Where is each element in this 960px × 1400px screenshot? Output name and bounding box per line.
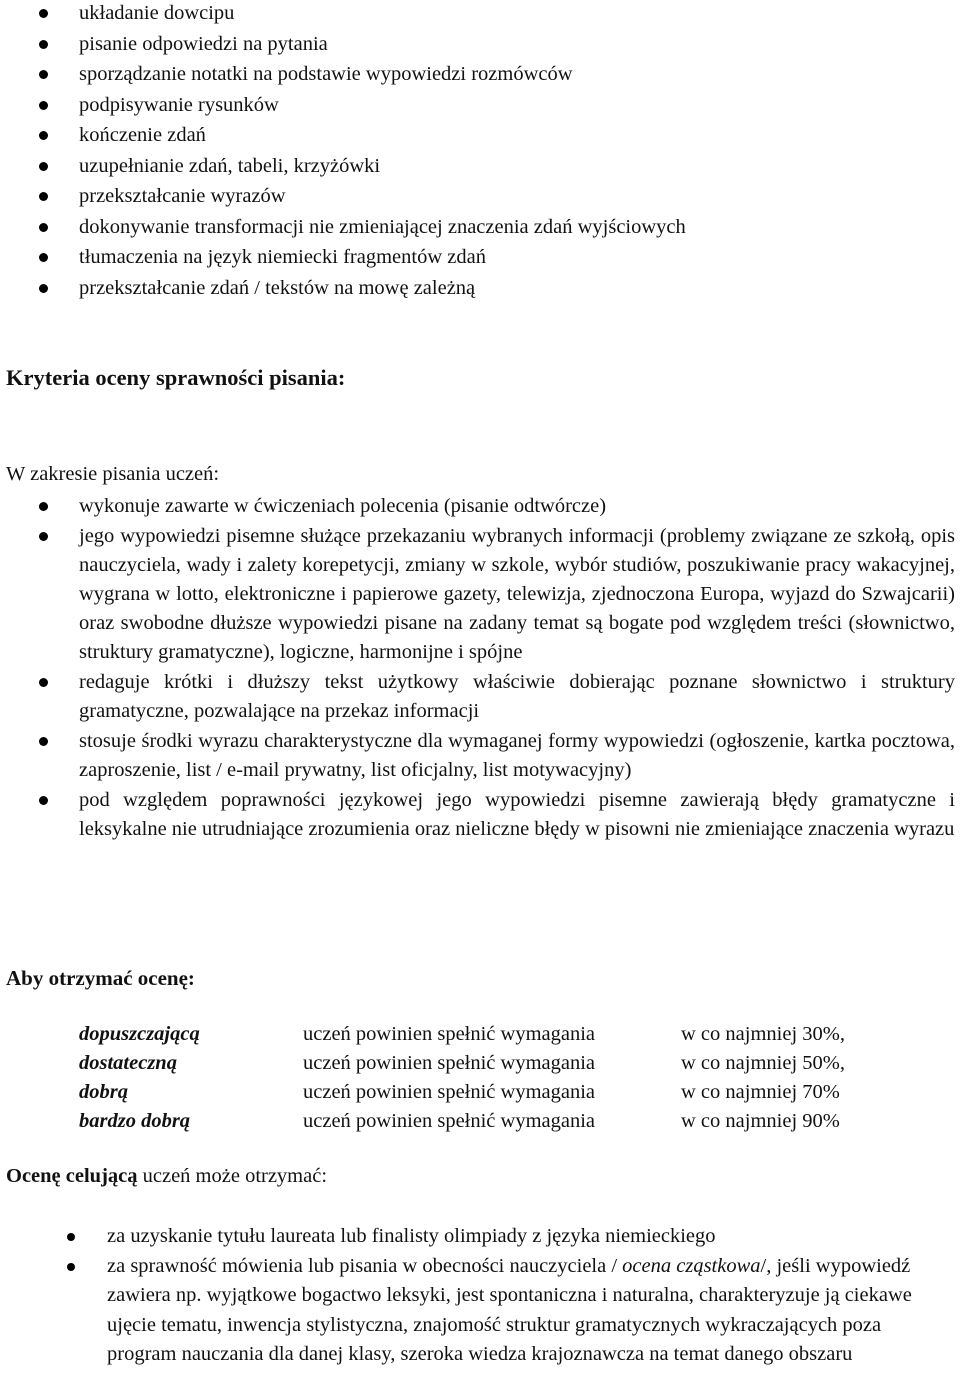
item-italic-text: ocena cząstkowa	[622, 1254, 761, 1277]
list-item: pisanie odpowiedzi na pytania	[0, 31, 960, 62]
table-row	[79, 1049, 901, 1078]
item-text: za sprawność mówienia lub pisania w obecności nauczyciela /	[107, 1254, 623, 1277]
criteria-list	[0, 492, 960, 845]
grade-requirement: uczeń powinien spełnić wymagania	[303, 1081, 596, 1103]
list-item: pod względem poprawności językowej jego wypowiedzi pisemne zawierają błędy gramatyczne i leksykalne nie utrudniające zrozumienia oraz nieliczne błędy w pisowni nie zmieniające znaczenia wyrazu	[0, 786, 955, 844]
criteria-intro: W zakresie pisania uczeń:	[6, 463, 220, 485]
list-item: przekształcanie wyrazów	[0, 183, 960, 214]
grade-threshold: w co najmniej 50%,	[681, 1052, 845, 1074]
list-item: kończenie zdań	[0, 122, 960, 153]
grade-name: dopuszczającą	[79, 1023, 200, 1045]
celujaca-list	[0, 1222, 960, 1370]
list-item: podpisywanie rysunków	[0, 92, 960, 123]
grade-requirement: uczeń powinien spełnić wymagania	[303, 1110, 596, 1132]
activities-list	[0, 0, 960, 305]
list-item: przekształcanie zdań / tekstów na mowę zależną	[0, 275, 960, 306]
celujaca-rest: uczeń może otrzymać:	[137, 1165, 328, 1187]
item-text: /, jeśli wypowiedź zawiera np. wyjątkowe bogactwo leksyki, jest spontaniczna i naturalna, charakteryzuje ją ciekawe ujęcie tematu, inwencja stylistyczna, znajomość struktur gramatycznych wykraczających poza program nauczania dla danej klasy, szeroka wiedza krajoznawcza na temat danego obszaru	[107, 1254, 912, 1365]
grade-threshold: w co najmniej 90%	[681, 1110, 840, 1132]
list-item: sporządzanie notatki na podstawie wypowiedzi rozmówców	[0, 61, 960, 92]
table-row	[79, 1020, 901, 1049]
criteria-heading: Kryteria oceny sprawności pisania:	[6, 365, 346, 390]
grade-threshold: w co najmniej 30%,	[681, 1023, 845, 1045]
grades-table	[79, 1020, 901, 1136]
grade-name: dobrą	[79, 1081, 128, 1103]
table-row	[79, 1078, 901, 1107]
list-item: uzupełnianie zdań, tabeli, krzyżówki	[0, 153, 960, 184]
list-item: za uzyskanie tytułu laureata lub finalisty olimpiady z języka niemieckiego	[0, 1222, 925, 1252]
grade-threshold: w co najmniej 70%	[681, 1081, 840, 1103]
celujaca-paragraph	[6, 1165, 327, 1188]
list-item: stosuje środki wyrazu charakterystyczne dla wymaganej formy wypowiedzi (ogłoszenie, kartka pocztowa, zaproszenie, list / e-mail prywatny, list oficjalny, list motywacyjny)	[0, 727, 955, 785]
list-item	[0, 1252, 925, 1370]
grade-name: bardzo dobrą	[79, 1110, 191, 1132]
list-item: wykonuje zawarte w ćwiczeniach polecenia (pisanie odtwórcze)	[0, 492, 955, 521]
grade-name: dostateczną	[79, 1052, 177, 1074]
list-item: tłumaczenia na język niemiecki fragmentów zdań	[0, 244, 960, 275]
celujaca-bold: Ocenę celującą	[6, 1165, 138, 1187]
grade-requirement: uczeń powinien spełnić wymagania	[303, 1052, 596, 1074]
grades-heading: Aby otrzymać ocenę:	[6, 966, 195, 990]
table-row	[79, 1107, 901, 1136]
list-item: dokonywanie transformacji nie zmieniającej znaczenia zdań wyjściowych	[0, 214, 960, 245]
list-item: układanie dowcipu	[0, 0, 960, 31]
list-item: jego wypowiedzi pisemne służące przekazaniu wybranych informacji (problemy związane ze szkołą, opis nauczyciela, wady i zalety korepetycji, zmiany w szkole, wybór studiów, poszukiwanie pracy wakacyjnej, wygrana w lotto, elektroniczne i papierowe gazety, telewizja, zjednoczona Europa, wyjazd do Szwajcarii) oraz swobodne dłuższe wypowiedzi pisane na zadany temat są bogate pod względem treści (słownictwo, struktury gramatyczne), logiczne, harmonijne i spójne	[0, 522, 955, 667]
list-item: redaguje krótki i dłuższy tekst użytkowy właściwie dobierając poznane słownictwo i struktury gramatyczne, pozwalające na przekaz informacji	[0, 668, 955, 726]
grade-requirement: uczeń powinien spełnić wymagania	[303, 1023, 596, 1045]
